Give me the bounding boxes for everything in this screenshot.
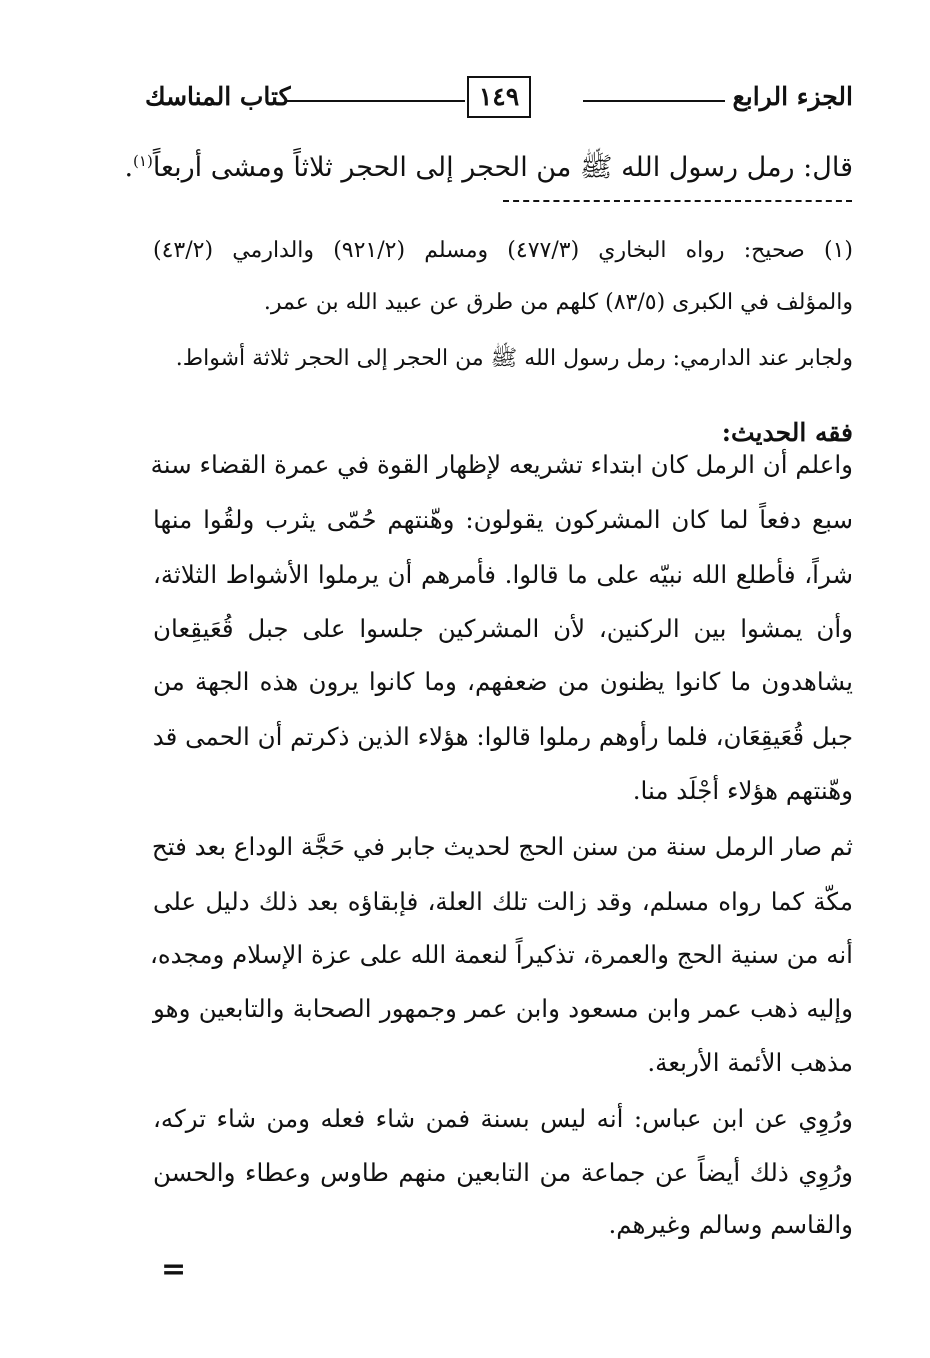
paragraph-line: يشاهدون ما كانوا يظنون من ضعفهم، وما كانوا يرون هذه الجهة من [153, 667, 853, 696]
footnote-ref: (١) [133, 152, 153, 170]
hadith-quote: قال: رمل رسول الله ﷺ من الحجر إلى الحجر ثلاثاً ومشى أربعاً$^{(١)}$. [124, 152, 853, 183]
hadith-text: قال: رمل رسول الله ﷺ من الحجر إلى الحجر ثلاثاً ومشى أربعاً [152, 152, 853, 183]
footnote-line: ولجابر عند الدارمي: رمل رسول الله ﷺ من الحجر إلى الحجر ثلاثة أشواط. [175, 346, 853, 371]
page-header [145, 76, 853, 122]
paragraph-line: مذهب الأئمة الأربعة. [647, 1048, 853, 1077]
paragraph-line: مكّة كما رواه مسلم، وقد زالت تلك العلة، فإبقاؤه بعد ذلك دليل على [153, 887, 853, 916]
paragraph-line: أنه من سنية الحج والعمرة، تذكيراً لنعمة الله على عزة الإسلام ومجده، [149, 940, 853, 969]
chapter-title: كتاب المناسك [145, 82, 291, 111]
paragraph-line: وإليه ذهب عمر وابن مسعود وابن عمر وجمهور الصحابة والتابعين وهو [153, 994, 853, 1023]
paragraph-line: والقاسم وسالم وغيرهم. [608, 1210, 853, 1239]
paragraph-line: ورُوِي ذلك أيضاً عن جماعة من التابعين منهم طاوس وعطاء والحسن [153, 1158, 853, 1187]
footnote-separator [503, 200, 852, 202]
paragraph-line: جبل قُعَيقِعَان، فلما رأوهم رملوا قالوا: هؤلاء الذين ذكرتم أن الحمى قد [152, 722, 853, 751]
paragraph-line: ثم صار الرمل سنة من سنن الحج لحديث جابر في حَجَّة الوداع بعد فتح [151, 832, 853, 861]
section-heading: فقه الحديث: [721, 418, 853, 447]
paragraph-line: ورُوِي عن ابن عباس: أنه ليس بسنة فمن شاء فعله ومن شاء تركه، [153, 1104, 853, 1133]
part-title: الجزء الرابع [732, 82, 853, 111]
paragraph-line: وهّنتهم هؤلاء أجْلَد منا. [632, 776, 853, 805]
paragraph-line: سبع دفعاً لما كان المشركون يقولون: وهّنتهم حُمّى يثرب ولقُوا منها [153, 505, 853, 534]
paragraph-line: شراً، فأطلع الله نبيّه على ما قالوا. فأمرهم أن يرملوا الأشواط الثلاثة، [153, 560, 853, 589]
continuation-mark: = [161, 1252, 187, 1287]
footnote-line: (١) صحيح: رواه البخاري (٤٧٧/٣) ومسلم (٩٢١/٢) والدارمي (٤٣/٢) [153, 238, 853, 263]
paragraph-line: وأن يمشوا بين الركنين، لأن المشركين جلسوا على جبل قُعَيقِعان [153, 614, 853, 643]
header-rule-right [583, 100, 725, 102]
paragraph-line: واعلم أن الرمل كان ابتداء تشريعه لإظهار القوة في عمرة القضاء سنة [150, 450, 853, 479]
page-number: ١٤٩ [467, 76, 531, 118]
footnote-line: والمؤلف في الكبرى (٨٣/٥) كلهم من طرق عن عبيد الله بن عمر. [263, 290, 853, 315]
header-rule-left [285, 100, 465, 102]
